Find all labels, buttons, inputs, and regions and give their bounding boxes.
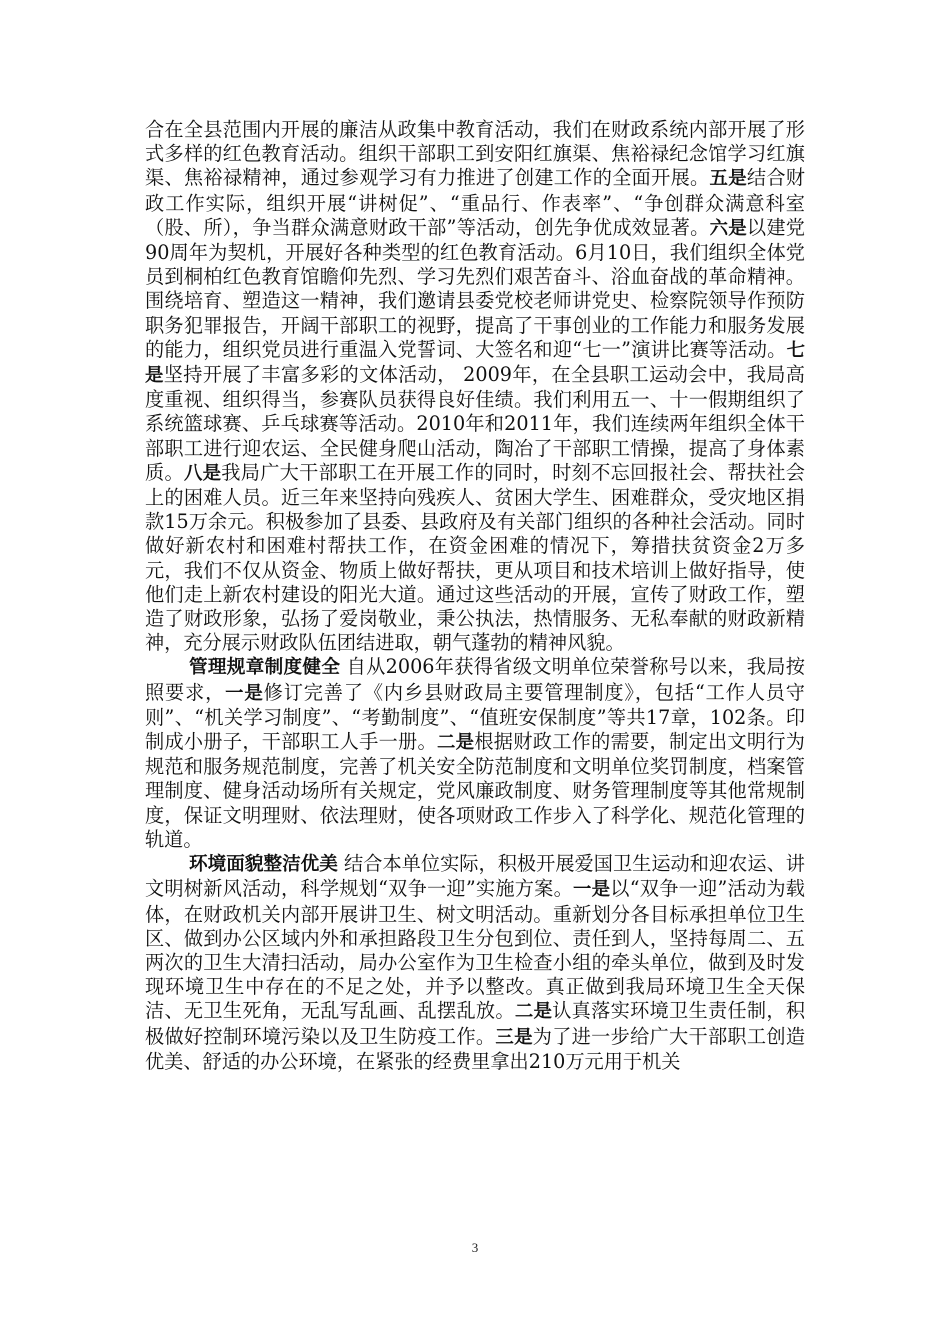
text-run: 结合本单位实际，积极开展爱国卫生运动和迎农运、讲文明树新风活动，科学规划“双争一迎”实施方案。 — [145, 852, 805, 901]
section-heading: 管理规章制度健全 — [189, 657, 341, 679]
bold-enumerator: 一是 — [573, 879, 611, 901]
text-run: 我局广大干部职工在开展工作的同时，时刻不忘回报社会、帮扶社会上的困难人员。近三年来坚持向残疾人、贫困大学生、困难群众，受灾地区捐款15万余元。积极参加了县委、县政府及有关部门组织的各种社会活动。同时做好新农村和困难村帮扶工作，在资金困难的情况下，筹措扶贫资金2万多元，我们不仅从资金、物质上做好帮扶，更从项目和技术培训上做好指导，使他们走上新农村建设的阳光大道。通过这些活动的开展，宣传了财政工作，塑造了财政形象，弘扬了爱岗敬业，秉公执法，热情服务、无私奉献的财政新精神，充分展示财政队伍团结进取，朝气蓬勃的精神风貌。 — [145, 460, 805, 655]
text-run: 认真落实环境卫生责任制，积极做好控制环境污染以及卫生防疫工作。 — [145, 999, 806, 1048]
section-heading: 环境面貌整洁优美 — [189, 854, 338, 876]
bold-enumerator: 八是 — [183, 462, 222, 484]
text-run: 坚持开展了丰富多彩的文体活动， 2009年，在全县职工运动会中，我局高度重视、组织得当，参赛队员获得良好佳绩。我们利用五一、十一假期组织了系统篮球赛、乒乓球赛等活动。2010年和2011年，我们连续两年组织全体干部职工进行迎农运、全民健身爬山活动，陶冶了干部职工情操，提高了身体素质。 — [145, 363, 805, 484]
paragraph-activities — [145, 118, 805, 655]
text-run: 根据财政工作的需要，制定出文明行为规范和服务规范制度，完善了机关安全防范制度和文明单位奖罚制度，档案管理制度、健身活动场所有关规定，党风廉政制度、财务管理制度等其他常规制度，保证文明理财、依法理财，使各项财政工作步入了科学化、规范化管理的轨道。 — [145, 730, 805, 851]
bold-enumerator: 二是 — [514, 1001, 553, 1023]
text-run: 以建党90周年为契机，开展好各种类型的红色教育活动。6月10日，我们组织全体党员到桐柏红色教育馆瞻仰先烈、学习先烈们艰苦奋斗、浴血奋战的革命精神。围绕培育、塑造这一精神，我们邀请县委党校老师讲党史、检察院领导作预防职务犯罪报告，开阔干部职工的视野，提高了干事创业的工作能力和服务发展的能力，组织党员进行重温入党誓词、大签名和迎“七一”演讲比赛等活动。 — [145, 215, 805, 361]
bold-enumerator: 二是 — [437, 732, 475, 754]
text-run: 结合财政工作实际，组织开展“讲树促”、“重品行、作表率”、“争创群众满意科室（股、所），争当群众满意财政干部”等活动，创先争优成效显著。 — [145, 166, 805, 239]
bold-enumerator: 六是 — [709, 217, 747, 239]
bold-enumerator: 七是 — [145, 339, 805, 387]
text-run: 以“双争一迎”活动为载体，在财政机关内部开展讲卫生、树文明活动。重新划分各目标承担单位卫生区、做到办公区域内外和承担路段卫生分包到位、责任到人，坚持每周二、五两次的卫生大清扫活动，局办公室作为卫生检查小组的牵头单位，做到及时发现环境卫生中存在的不足之处，并予以整改。真正做到我局环境卫生全天保洁、无卫生死角，无乱写乱画、乱摆乱放。 — [145, 877, 805, 1023]
paragraph-rules — [145, 655, 805, 852]
bold-enumerator: 五是 — [709, 168, 747, 190]
text-run: 合在全县范围内开展的廉洁从政集中教育活动，我们在财政系统内部开展了形式多样的红色教育活动。组织干部职工到安阳红旗渠、焦裕禄纪念馆学习红旗渠、焦裕禄精神，通过参观学习有力推进了创建工作的全面开展。 — [145, 118, 805, 190]
bold-enumerator: 三是 — [495, 1026, 533, 1048]
text-run: 为了进一步给广大干部职工创造优美、舒适的办公环境，在紧张的经费里拿出210万元用于机关 — [145, 1024, 806, 1073]
paragraph-environment — [145, 852, 805, 1074]
document-body — [145, 118, 805, 1074]
bold-enumerator: 一是 — [225, 682, 264, 704]
text-run: 修订完善了《内乡县财政局主要管理制度》，包括“工作人员守则”、“机关学习制度”、“考勤制度”、“值班安保制度”等共17章，102条。印制成小册子，干部职工人手一册。 — [145, 680, 805, 754]
page-number: 3 — [471, 1240, 479, 1255]
text-run: 自从2006年获得省级文明单位荣誉称号以来，我局按照要求， — [145, 655, 805, 704]
